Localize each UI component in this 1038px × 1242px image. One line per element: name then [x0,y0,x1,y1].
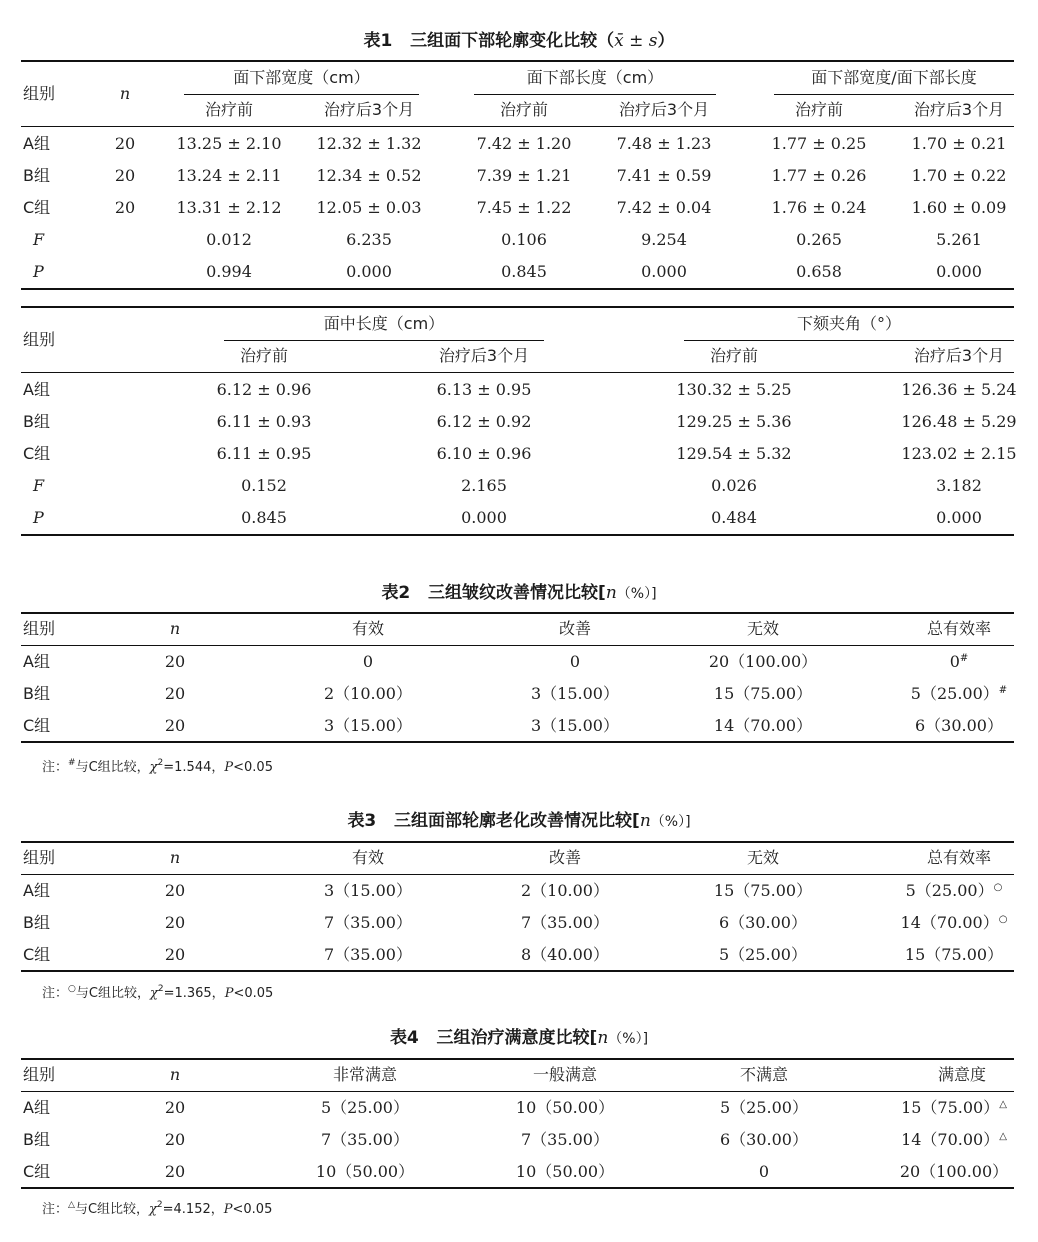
measure-header: 下颏夹角（°） [796,314,901,333]
col-header: 有效 [351,619,384,638]
table2-caption [0,578,1038,603]
f-value: 9.254 [641,230,687,249]
value-cell: 1.77 ± 0.25 [771,134,867,153]
table4-title-stat: n [597,1028,609,1048]
value-cell: 1.70 ± 0.21 [911,134,1007,153]
p-value: 0.000 [936,262,982,281]
n-value: 20 [164,945,186,964]
note-text: 与C组比较， [74,1202,150,1217]
value-cell: 15（75.00） [713,684,813,703]
p-value: 0.484 [711,508,757,527]
group-label: B组 [23,1130,50,1149]
group-label: B组 [23,913,50,932]
value-cell: 1.70 ± 0.22 [911,166,1007,185]
before-header: 治疗前 [794,100,843,119]
value-cell: 6.11 ± 0.95 [216,444,312,463]
note-chi-sup: 2 [156,1200,163,1210]
group-header: 组别 [23,1065,56,1084]
measure-header: 面中长度（cm） [323,314,445,333]
before-header: 治疗前 [499,100,548,119]
value-cell: 7（35.00） [324,913,412,932]
value-cell: 6（30.00） [720,1130,808,1149]
value-cell: 5（25.00） [321,1098,409,1117]
table1-part-b [21,306,1017,536]
col-header: 不满意 [739,1065,788,1084]
group-label: A组 [23,380,50,399]
measure-header: 面下部长度（cm） [526,68,664,87]
n-value: 20 [114,198,136,217]
table2-title-stat: n [605,583,617,603]
note-prefix: 注： [42,986,69,1001]
value-cell: 129.25 ± 5.36 [676,412,792,431]
note-chi-sup: 2 [157,984,164,994]
f-value: 0.265 [796,230,842,249]
p-value: 0.000 [936,508,982,527]
value-cell: 14（70.00） [713,716,813,735]
n-value: 20 [114,166,136,185]
p-label: P [33,262,44,281]
table1-part-a [21,60,1014,290]
value-cell: 13.25 ± 2.10 [176,134,282,153]
table2-label: 表2 [381,583,411,603]
note-text: 与C组比较， [75,760,150,775]
value-cell: 7.45 ± 1.22 [476,198,572,217]
f-label: F [33,230,45,249]
value-cell: 7（35.00） [321,1130,409,1149]
before-header: 治疗前 [709,346,758,365]
value-cell: 2（10.00） [324,684,412,703]
group-label: C组 [23,198,51,217]
n-value: 20 [164,1162,186,1181]
after-header: 治疗后3个月 [913,346,1005,365]
note-p: P [224,986,234,1001]
col-header: 总有效率 [926,619,991,638]
value-cell [884,678,1034,710]
table1-title-end: ） [657,31,675,51]
table2-title-end: （%）] [616,586,657,602]
table2-title: 三组皱纹改善情况比较[ [428,583,606,603]
group-label: A组 [23,652,50,671]
n-value: 20 [164,913,186,932]
value-cell: 129.54 ± 5.32 [676,444,792,463]
circle-mark: ○ [68,984,76,994]
value-cell: 6（30.00） [915,716,1003,735]
note-chi: χ [149,986,158,1001]
after-header: 治疗后3个月 [323,100,415,119]
n-value: 20 [114,134,136,153]
p-value: 0.845 [501,262,547,281]
value-text: 5（25.00） [905,881,994,900]
measure-header: 面下部宽度/面下部长度 [811,68,977,87]
value-cell: 0 [569,652,581,671]
note-prefix: 注： [42,760,69,775]
group-label: B组 [23,412,50,431]
note-p: P [223,1202,233,1217]
note-chi-sup: 2 [157,758,164,768]
n-header: n [169,1065,181,1084]
p-value: 0.000 [346,262,392,281]
value-cell: 7.42 ± 1.20 [476,134,572,153]
rule-header [21,372,1014,373]
table3-title-stat: n [639,811,651,831]
value-text: 5（25.00） [910,684,999,703]
group-label: A组 [23,1098,50,1117]
col-header: 一般满意 [532,1065,597,1084]
value-cell: 2（10.00） [521,881,609,900]
value-cell [874,907,1034,939]
value-cell: 13.31 ± 2.12 [176,198,282,217]
group-label: A组 [23,881,50,900]
group-label: A组 [23,134,50,153]
n-value: 20 [164,1098,186,1117]
rule-bottom [21,288,1014,290]
col-header: 无效 [746,848,779,867]
value-cell [884,646,1034,678]
note-value: =4.152， [162,1202,224,1217]
value-cell: 10（50.00） [515,1162,615,1181]
note-p: P [224,760,234,775]
value-cell: 6.12 ± 0.96 [216,380,312,399]
note-p-value: <0.05 [232,1202,273,1217]
col-header: 改善 [558,619,591,638]
value-cell: 20（100.00） [708,652,818,671]
n-header: n [169,848,181,867]
note-p-value: <0.05 [233,760,273,775]
value-text: 0 [949,652,960,671]
value-cell: 123.02 ± 2.15 [901,444,1017,463]
table1-title-stat: x̄ ± s [614,31,658,51]
table3-note [42,982,273,1001]
triangle-mark: △ [68,1200,75,1210]
group-label: C组 [23,1162,51,1181]
note-prefix: 注： [42,1202,69,1217]
after-header: 治疗后3个月 [618,100,710,119]
table4-caption [0,1023,1038,1048]
col-header: 总有效率 [926,848,991,867]
f-value: 2.165 [461,476,507,495]
triangle-mark: △ [999,1131,1007,1142]
n-header: n [169,619,181,638]
p-value: 0.845 [241,508,287,527]
col-header: 无效 [746,619,779,638]
value-cell: 0 [362,652,374,671]
value-cell [874,1124,1034,1156]
value-cell: 1.76 ± 0.24 [771,198,867,217]
value-cell: 7.41 ± 0.59 [616,166,712,185]
value-cell: 13.24 ± 2.11 [176,166,282,185]
value-cell: 6.13 ± 0.95 [436,380,532,399]
value-cell: 3（15.00） [531,716,619,735]
note-chi: χ [149,1202,157,1217]
value-text: 14（70.00） [901,1130,1000,1149]
value-cell: 12.32 ± 1.32 [316,134,422,153]
table2 [21,612,1014,744]
hash-mark: # [998,685,1008,696]
value-cell: 15（75.00） [904,945,1004,964]
p-label: P [33,508,44,527]
note-chi: χ [149,760,158,775]
value-cell: 15（75.00） [713,881,813,900]
value-cell: 6.10 ± 0.96 [436,444,532,463]
n-header: n [119,84,131,103]
table1-title: 三组面下部轮廓变化比较（ [410,31,615,51]
note-p-value: <0.05 [233,986,274,1001]
before-header: 治疗前 [239,346,288,365]
value-cell: 6.12 ± 0.92 [436,412,532,431]
group-label: C组 [23,444,51,463]
value-cell: 126.48 ± 5.29 [901,412,1017,431]
circle-mark: ○ [998,914,1008,925]
value-cell: 7.42 ± 0.04 [616,198,712,217]
value-cell: 6（30.00） [719,913,807,932]
group-label: C组 [23,716,51,735]
value-cell: 3（15.00） [324,881,412,900]
value-cell: 126.36 ± 5.24 [901,380,1017,399]
table3-label: 表3 [347,811,377,831]
value-cell: 12.05 ± 0.03 [316,198,422,217]
table4-title-end: （%）] [608,1031,649,1047]
group-label: B组 [23,166,50,185]
n-value: 20 [164,716,186,735]
f-value: 0.106 [501,230,547,249]
value-cell: 1.77 ± 0.26 [771,166,867,185]
value-cell: 5（25.00） [719,945,807,964]
n-value: 20 [164,652,186,671]
value-cell: 130.32 ± 5.25 [676,380,792,399]
value-cell: 7（35.00） [324,945,412,964]
group-header: 组别 [23,330,56,349]
table3-title-end: （%）] [650,814,691,830]
after-header: 治疗后3个月 [438,346,530,365]
n-value: 20 [164,684,186,703]
table4 [21,1058,1014,1190]
col-header: 改善 [548,848,581,867]
f-value: 0.152 [241,476,287,495]
rule-header [21,126,1014,127]
n-value: 20 [164,1130,186,1149]
value-cell [874,875,1034,907]
value-cell: 10（50.00） [515,1098,615,1117]
table3 [21,841,1014,973]
rule-bottom [21,534,1014,536]
group-label: B组 [23,684,50,703]
note-value: =1.365， [163,986,225,1001]
value-text: 15（75.00） [901,1098,1000,1117]
value-text: 14（70.00） [900,913,999,932]
measure-header: 面下部宽度（cm） [233,68,370,87]
triangle-mark: △ [999,1099,1007,1110]
value-cell: 8（40.00） [521,945,609,964]
group-label: C组 [23,945,51,964]
col-header: 非常满意 [332,1065,397,1084]
hash-mark: # [68,758,76,768]
group-header: 组别 [23,619,56,638]
table4-note [42,1198,272,1217]
f-value: 0.012 [206,230,252,249]
before-header: 治疗前 [204,100,253,119]
hash-mark: # [959,653,969,664]
value-cell: 0 [758,1162,770,1181]
n-value: 20 [164,881,186,900]
col-header: 满意度 [937,1065,986,1084]
p-value: 0.658 [796,262,842,281]
value-cell: 7（35.00） [521,913,609,932]
value-cell [874,1092,1034,1124]
table3-caption [0,806,1038,831]
value-cell: 7.48 ± 1.23 [616,134,712,153]
table2-note [42,756,273,775]
table4-title: 三组治疗满意度比较[ [436,1028,598,1048]
value-cell: 10（50.00） [315,1162,415,1181]
group-header: 组别 [23,848,56,867]
value-cell: 3（15.00） [531,684,619,703]
value-cell: 3（15.00） [324,716,412,735]
p-value: 0.994 [206,262,252,281]
col-header: 有效 [351,848,384,867]
f-value: 3.182 [936,476,982,495]
value-cell: 20（100.00） [899,1162,1009,1181]
value-cell: 1.60 ± 0.09 [911,198,1007,217]
value-cell: 7.39 ± 1.21 [476,166,572,185]
value-cell: 6.11 ± 0.93 [216,412,312,431]
table4-label: 表4 [389,1028,419,1048]
f-value: 6.235 [346,230,392,249]
value-cell: 7（35.00） [521,1130,609,1149]
value-cell: 12.34 ± 0.52 [316,166,422,185]
p-value: 0.000 [641,262,687,281]
table1-caption [0,26,1038,51]
value-cell: 5（25.00） [720,1098,808,1117]
note-value: =1.544， [163,760,225,775]
table1-label: 表1 [363,31,393,51]
f-value: 5.261 [936,230,982,249]
f-label: F [33,476,45,495]
after-header: 治疗后3个月 [913,100,1005,119]
table3-title: 三组面部轮廓老化改善情况比较[ [394,811,640,831]
f-value: 0.026 [711,476,757,495]
p-value: 0.000 [461,508,507,527]
group-header: 组别 [23,84,56,103]
note-text: 与C组比较， [75,986,150,1001]
circle-mark: ○ [993,882,1003,893]
